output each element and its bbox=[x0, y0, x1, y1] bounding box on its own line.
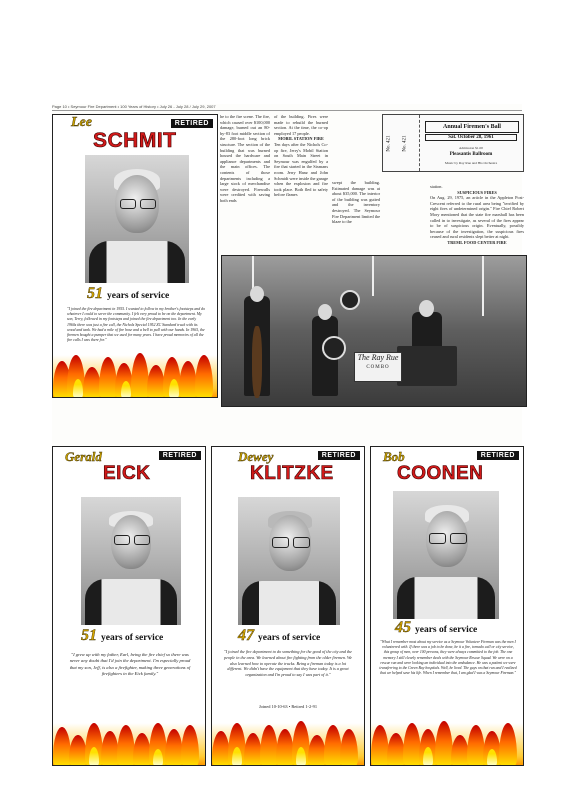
ticket-title: Annual Firemen's Ball bbox=[425, 121, 519, 133]
first-name: Bob bbox=[383, 449, 405, 464]
retired-badge: RETIRED bbox=[159, 451, 201, 460]
article-column-1: he to the fire scene. The fire, which caused over $100,000 damage, burned out an 80-by-83 foot middle section of the 280-foot long brick structure. The section of the building that was burned housed the hardware and appliance departments and the main offices. The contents of those departments including a large stock of merchandise were destroyed. Firewalls were credited with saving both ends bbox=[220, 114, 270, 203]
service-dates: Joined 10-10-63 • Retired 1-2-91 bbox=[258, 704, 318, 709]
subhead-treml: TREML FOOD CENTER FIRE bbox=[447, 239, 507, 245]
article-column-4 bbox=[430, 184, 524, 246]
portrait-photo bbox=[393, 491, 499, 619]
page-header: Page 10 • Seymour Fire Department • 100 Years of History • July 26 - July 28 / July 29, 2007 bbox=[52, 104, 522, 111]
first-name: Lee bbox=[71, 115, 92, 130]
years-of-service: 47 years of service bbox=[238, 627, 321, 644]
firemens-ball-ticket bbox=[382, 114, 524, 172]
years-of-service: 51 years of service bbox=[87, 285, 170, 302]
profile-card-eick bbox=[52, 446, 206, 766]
last-name: EICK bbox=[103, 463, 151, 484]
profile-quote: "What I remember most about my service as a Seymour Volunteer Fireman was the men I volunteered with. If there was a job to be done, be it a fire, tornado call or city service, this group of men, over 100 persons, they were always committed to the job. The one memory I still clearly remember deals with the Seymour Rescue Squad. We were on a rescue run and were looking an individual into the ambulance. He was a patient we were transferring to the Green Bay hospitals. Well, he lived. The guys on that run and I realized that we helped save his life. When I remember that, I am glad I was a Seymour Fireman." bbox=[379, 640, 517, 676]
article-column-3: swept the building. Estimated damage was at about $35,000. The interior of the building was gutted and the inventory destroyed. The Seymour Fire Department limited the blaze to the bbox=[332, 180, 380, 225]
portrait-photo bbox=[238, 497, 340, 625]
profile-quote: "I joined the fire department in 1955. I wanted to follow in my brother's footsteps and do whatever I could to serve the community. I felt very proud to be on the department. My son, Terry, followed in my footsteps and joined the fire department too. In the early 1960s there was just a fire call, the Nichols Special 1952 ZC Standard truck with its wood and tank. We had a mile of fire hose and a bell to pull with our hands. In 1965, the firemen bought a pumper that we used for many years. I have proud memories of all the fire calls I was there for." bbox=[67, 307, 206, 343]
ticket-stub: No. 421 No. 421 bbox=[383, 115, 420, 171]
newspaper-page bbox=[52, 104, 522, 764]
profile-quote: "I grew up with my father, Earl, being the fire chief so there was never any doubt that I'd join the department. I'm especially proud that my son, Jeff, is also a firefighter, making three generations of firefighters in the Eick family." bbox=[69, 652, 191, 677]
years-of-service: 45 years of service bbox=[395, 619, 478, 636]
last-name: KLITZKE bbox=[250, 463, 334, 484]
last-name: SCHMIT bbox=[93, 129, 177, 152]
flames-graphic bbox=[53, 721, 205, 765]
article-column-2 bbox=[274, 114, 328, 198]
subhead-suspicious: SUSPICIOUS FIRES bbox=[457, 189, 497, 195]
last-name: COONEN bbox=[397, 463, 484, 484]
profile-card-schmit bbox=[52, 114, 218, 398]
article-text: Ten days after the Nichols Co-op fire, Jerry's Mobil Station on South Main Street in Seymour was engulfed by a fire that started in the Sixmans room. Jerry Hanz and John Schmidt were inside the garage when the explosion and fire took place. Both fled to safety before flames bbox=[274, 141, 328, 198]
first-name: Dewey bbox=[238, 449, 274, 464]
portrait-photo bbox=[81, 497, 181, 625]
retired-badge: RETIRED bbox=[171, 119, 213, 128]
retired-badge: RETIRED bbox=[318, 451, 360, 460]
flames-graphic bbox=[371, 721, 523, 765]
profile-card-klitzke bbox=[211, 446, 365, 766]
band-photo bbox=[221, 255, 527, 407]
first-name: Gerald bbox=[65, 449, 102, 464]
retired-badge: RETIRED bbox=[477, 451, 519, 460]
profile-quote: "I joined the fire department to do something for the good of the city and the people in the area. We learned about fire fighting from the older firemen. We also learned how to operate the trucks. Being a fireman today is a lot different. We didn't have the equipment that they have today. It is a great organization and I'm proud to say I was part of it." bbox=[223, 649, 353, 678]
article-text: station. bbox=[430, 184, 443, 189]
years-of-service: 51 years of service bbox=[81, 627, 164, 644]
portrait-photo bbox=[85, 155, 189, 283]
ticket-venue: Pleasantis Ballroom bbox=[449, 152, 493, 157]
ticket-admission: Admission $1.00 bbox=[459, 146, 483, 150]
subhead-mobil: MOBIL STATION FIRE bbox=[278, 136, 324, 142]
flames-graphic bbox=[212, 721, 364, 765]
article-text: of the building. Fires were made to rebuild the burned section. At the time, the co-op employed 17 people. bbox=[274, 114, 328, 136]
combo-sign: The Ray Rue COMBO bbox=[354, 352, 402, 382]
article-text: On Aug. 29, 1975, an article in the Appleton Post-Crescent referred to the rural area being "terrified by eight fires of undetermined origin." Fire Chief Robert Mory mentioned that the state fire marshall has been called in to investigate, as several of the fires appear to be of suspicious origin. Eventually, possibly because of the investigation, the suspicious fires ceased and rural residents slept better at night. bbox=[430, 195, 524, 240]
flames-graphic bbox=[53, 353, 217, 397]
ticket-music: Music by Ray Rue and His Orchestra bbox=[444, 161, 498, 165]
profile-card-coonen bbox=[370, 446, 524, 766]
ticket-date: Sat. October 28, 1961 bbox=[425, 134, 517, 141]
